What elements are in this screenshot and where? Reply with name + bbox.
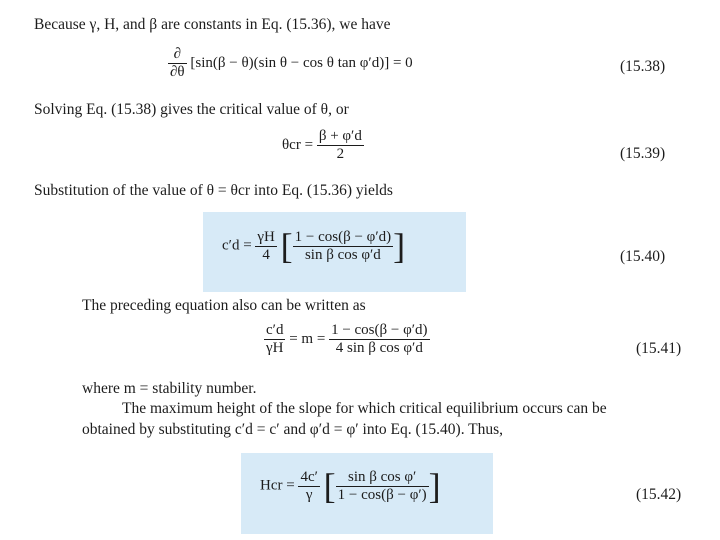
equation-15-40 [222,228,405,264]
bracket-fraction: $\frac{\text{sin β cos φ′}}{1 - \cos(\beta - \varphi')}$ [337,468,427,503]
equation-fraction: $\frac{4c'}{\gamma}$ [300,468,318,503]
rhs-fraction: $\frac{1 - \cos(\beta - \varphi'd)}{\text{4 sin β cos φ′d}}$ [331,322,428,356]
equation-middle: = m = [289,331,326,347]
equation-15-41 [264,322,430,357]
equation-lhs: c′d = [222,237,252,254]
equation-number: (15.41) [636,340,682,357]
equation-fraction: $\frac{\gamma H}{4}$ [257,228,275,263]
paragraph-stability-number: where m = stability number. [82,380,257,397]
equation-number: (15.42) [636,486,682,503]
equation-15-42 [260,468,441,504]
paragraph-preceding: The preceding equation also can be written as [82,297,366,314]
equation-number: (15.38) [620,58,666,75]
equation-lhs: Hcr = [260,477,295,494]
paragraph-substitution: Substitution of the value of θ = θcr into Eq. (15.36) yields [34,182,393,199]
paragraph-intro: Because γ, H, and β are constants in Eq. (15.36), we have [34,16,391,33]
right-bracket: ] [393,226,406,266]
equation-fraction: $\frac{\beta + \varphi'd}{2}$ [318,128,362,162]
equation-number: (15.39) [620,145,666,162]
equation-body: [sin(β − θ)(sin θ − cos θ tan φ′d)] = 0 [190,55,413,71]
left-bracket: [ [323,466,336,506]
bracket-fraction: $\frac{1 - \cos(\beta - \varphi'd)}{\text{sin β cos φ′d}}$ [294,228,392,263]
paragraph-max-height-line1: The maximum height of the slope for which critical equilibrium occurs can be [122,400,607,417]
partial-derivative-fraction: $\frac{\partial}{\partial\theta}$ [170,46,185,80]
equation-15-38 [168,46,413,81]
left-bracket: [ [280,226,293,266]
lhs-fraction: $\frac{c'd}{\gamma H}$ [266,322,284,356]
paragraph-solving: Solving Eq. (15.38) gives the critical value of θ, or [34,101,349,118]
equation-number: (15.40) [620,248,666,265]
paragraph-max-height-line2: obtained by substituting c′d = c′ and φ′d = φ′ into Eq. (15.40). Thus, [82,421,504,438]
equation-15-39 [282,128,364,163]
equation-lhs: θcr = [282,137,314,153]
right-bracket: ] [428,466,441,506]
